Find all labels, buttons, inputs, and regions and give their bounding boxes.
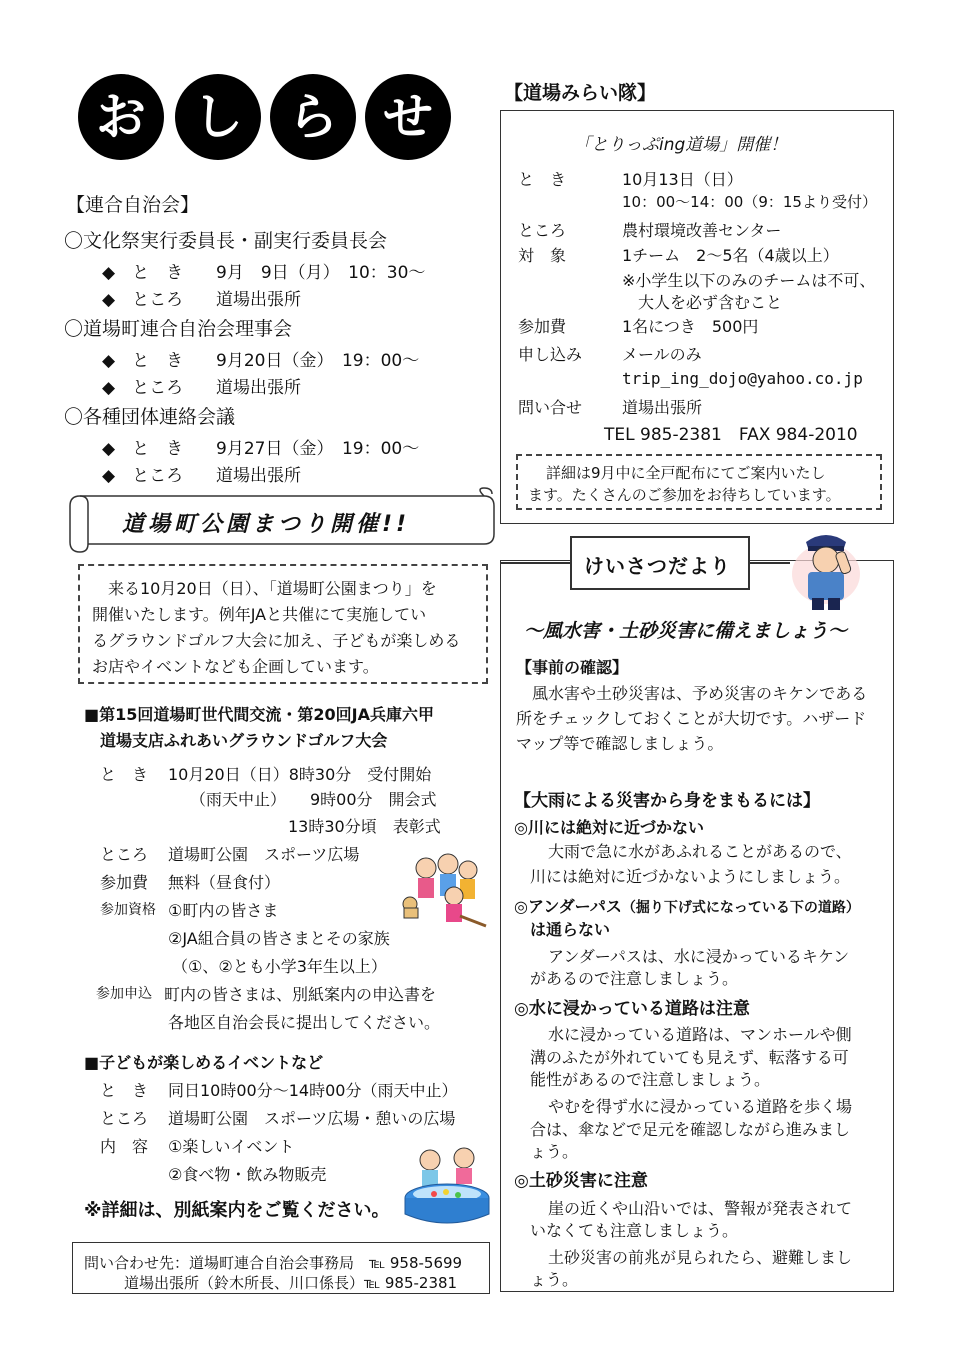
keisatsu-subtitle: 〜風水害・土砂災害に備えましょう〜 (524, 620, 848, 642)
rain-item-line: ょう。 (530, 1270, 579, 1289)
mirai-notice: 詳細は9月中に全戸配布にてご案内いたし (546, 464, 826, 482)
tokoro-label: ところ (132, 290, 184, 310)
title-char-2: し (175, 74, 261, 160)
kids-naiyo: ②食べ物・飲み物販売 (168, 1165, 327, 1184)
intro-line: 開催いたします。例年JAと共催にて実施してい (92, 605, 427, 624)
bullet: ◆ (102, 466, 116, 486)
bullet: ◆ (102, 351, 116, 371)
mirai-event-title: 「とりっぷing道場」開催！ (574, 135, 788, 155)
mirai-label: ところ (518, 221, 567, 240)
kids-naiyo: ①楽しいイベント (168, 1137, 295, 1156)
rain-item-line: 土砂災害の前兆が見られたら、避難しまし (548, 1248, 853, 1267)
rain-item-small: （掘り下げ式になっている下の道路） (621, 900, 860, 916)
police-officer-illustration (790, 524, 864, 612)
kids-naiyo-label: 内 容 (100, 1137, 149, 1156)
rain-item-title: ◎水に浸かっている道路は注意 (514, 999, 750, 1019)
golf-apply: 町内の皆さまは、別紙案内の申込書を (164, 985, 437, 1004)
tokoro-label: ところ (132, 466, 184, 486)
golf-kids-illustration (396, 846, 492, 932)
meeting-toki: 9月27日（金） 19：00〜 (216, 439, 420, 459)
rain-item-line: アンダーパスは、水に浸かっているキケン (548, 947, 850, 966)
title-char-3: ら (270, 74, 356, 160)
meeting-toki: 9月20日（金） 19：00〜 (216, 351, 420, 371)
golf-tokoro: 道場町公園 スポーツ広場 (168, 845, 360, 864)
bullet: ◆ (102, 263, 116, 283)
bullet: ◆ (102, 378, 116, 398)
golf-title: ■第15回道場町世代間交流・第20回JA兵庫六甲 (84, 705, 434, 724)
kids-tokoro: 道場町公園 スポーツ広場・憩いの広場 (168, 1109, 456, 1128)
golf-apply-label: 参加申込 (96, 986, 152, 1002)
golf-qual: ①町内の皆さま (168, 901, 279, 920)
pre-heading: 【事前の確認】 (516, 658, 629, 677)
rain-item-line: 溝のふたが外れていても見えず、転落する可 (530, 1048, 849, 1067)
meeting-toki: 9月 9日（月） 10：30〜 (216, 263, 426, 283)
mirai-value: 道場出張所 (622, 398, 703, 417)
matsuri-note: ※詳細は、別紙案内をご覧ください。 (84, 1200, 390, 1221)
mirai-value: 1名につき 500円 (622, 317, 759, 336)
mirai-value: メールのみ (622, 345, 702, 364)
golf-qual: （①、②とも小学3年生以上） (172, 957, 387, 976)
tokoro-label: ところ (132, 378, 184, 398)
matsuri-banner: 道場町公園まつり開催!! (122, 512, 411, 537)
pre-text: マップ等で確認しましょう。 (516, 734, 724, 753)
rain-item-title: ◎アンダーパス (514, 897, 622, 916)
rain-item-line: いなくても注意しましょう。 (530, 1221, 739, 1240)
kids-toki: 同日10時00分〜14時00分（雨天中止） (168, 1081, 458, 1100)
golf-toki: 13時30分頃 表彰式 (288, 817, 441, 836)
bullet: ◆ (102, 290, 116, 310)
rain-item-line: 大雨で急に水があふれることがあるので、 (548, 842, 852, 861)
golf-toki: （雨天中止） 9時00分 開会式 (190, 790, 437, 809)
kids-toki-label: と き (100, 1081, 149, 1100)
meeting-name: 〇道場町連合自治会理事会 (64, 318, 293, 340)
mirai-label: 参加費 (518, 317, 567, 336)
mirai-label: 問い合せ (518, 398, 583, 417)
contact-line: 問い合わせ先：道場町連合自治会事務局 ℡ 958-5699 (84, 1254, 463, 1272)
toki-label: と き (132, 351, 184, 371)
pre-text: 風水害や土砂災害は、予め災害のキケンである (532, 684, 868, 703)
rain-item-line: があるので注意しましょう。 (530, 969, 739, 988)
rain-item-line: 合は、傘などで足元を確認しながら進みまし (530, 1120, 851, 1139)
golf-toki-label: と き (100, 765, 149, 784)
intro-line: お店やイベントなども企画しています。 (92, 657, 379, 676)
mirai-label: 申し込み (518, 345, 583, 364)
mirai-value: 農村環境改善センター (622, 221, 782, 240)
kids-tokoro-label: ところ (100, 1109, 149, 1128)
keisatsu-heading: けいさつだより (584, 554, 731, 578)
kids-title: ■子どもが楽しめるイベントなど (84, 1053, 324, 1072)
mirai-notice: ます。たくさんのご参加をお待ちしています。 (528, 486, 841, 504)
golf-tokoro-label: ところ (100, 845, 149, 864)
toki-label: と き (132, 263, 184, 283)
rain-heading: 【大雨による災害から身をまもるには】 (514, 791, 820, 811)
meeting-tokoro: 道場出張所 (216, 290, 301, 310)
golf-qual-label: 参加資格 (100, 902, 156, 918)
mirai-value: 大人を必ず含むこと (638, 293, 783, 312)
mirai-label: と き (518, 170, 567, 189)
toki-label: と き (132, 439, 184, 459)
rain-item-line: 能性があるので注意しましょう。 (530, 1070, 771, 1089)
golf-title: 道場支店ふれあいグラウンドゴルフ大会 (100, 731, 388, 750)
rain-item-line: 川には絶対に近づかないようにしましょう。 (530, 867, 851, 886)
meeting-name: 〇各種団体連絡会議 (64, 406, 236, 428)
rain-item-title: ◎土砂災害に注意 (514, 1171, 648, 1191)
rain-item-line: やむを得ず水に浸かっている道路を歩く場 (548, 1097, 853, 1116)
golf-apply: 各地区自治会長に提出してください。 (168, 1013, 441, 1032)
mirai-value: 10月13日（日） (622, 170, 743, 189)
rain-item-line: 崖の近くや山沿いでは、警報が発表されて (548, 1199, 853, 1218)
intro-line: るグラウンドゴルフ大会に加え、子どもが楽しめる (92, 631, 461, 650)
rain-item-line: 水に浸かっている道路は、マンホールや側 (548, 1025, 852, 1044)
pre-text: 所をチェックしておくことが大切です。ハザード (516, 709, 867, 728)
mirai-value: TEL 985-2381 FAX 984-2010 (604, 425, 858, 445)
bullet: ◆ (102, 439, 116, 459)
rain-item-line: ょう。 (530, 1142, 579, 1161)
contact-line: 道場出張所（鈴木所長、川口係長）℡ 985-2381 (124, 1274, 458, 1292)
mirai-heading: 【道場みらい隊】 (504, 82, 657, 104)
meeting-name: 〇文化祭実行委員長・副実行委員長会 (64, 230, 388, 252)
golf-qual: ②JA組合員の皆さまとその家族 (168, 929, 390, 948)
mirai-value: 1チーム 2〜5名（4歳以上） (622, 246, 839, 265)
title-char-4: せ (365, 74, 451, 160)
mirai-label: 対 象 (518, 246, 567, 265)
title-char-1: お (78, 74, 164, 160)
pool-illustration (402, 1140, 492, 1230)
meeting-tokoro: 道場出張所 (216, 466, 301, 486)
golf-toki: 10月20日（日）8時30分 受付開始 (168, 765, 432, 784)
mirai-email[interactable]: trip_ing_dojo@yahoo.co.jp (622, 369, 863, 388)
rain-item-title: ◎川には絶対に近づかない (514, 818, 704, 837)
intro-line: 来る10月20日（日）、「道場町公園まつり」を (108, 579, 437, 598)
golf-fee-label: 参加費 (100, 873, 149, 892)
rain-item-title2: は通らない (530, 920, 611, 939)
meeting-tokoro: 道場出張所 (216, 378, 301, 398)
mirai-value: ※小学生以下のみのチームは不可、 (622, 271, 876, 290)
rengo-heading: 【連合自治会】 (66, 194, 200, 216)
mirai-value: 10：00〜14：00（9：15より受付） (622, 193, 877, 211)
golf-fee: 無料（昼食付） (168, 873, 281, 892)
